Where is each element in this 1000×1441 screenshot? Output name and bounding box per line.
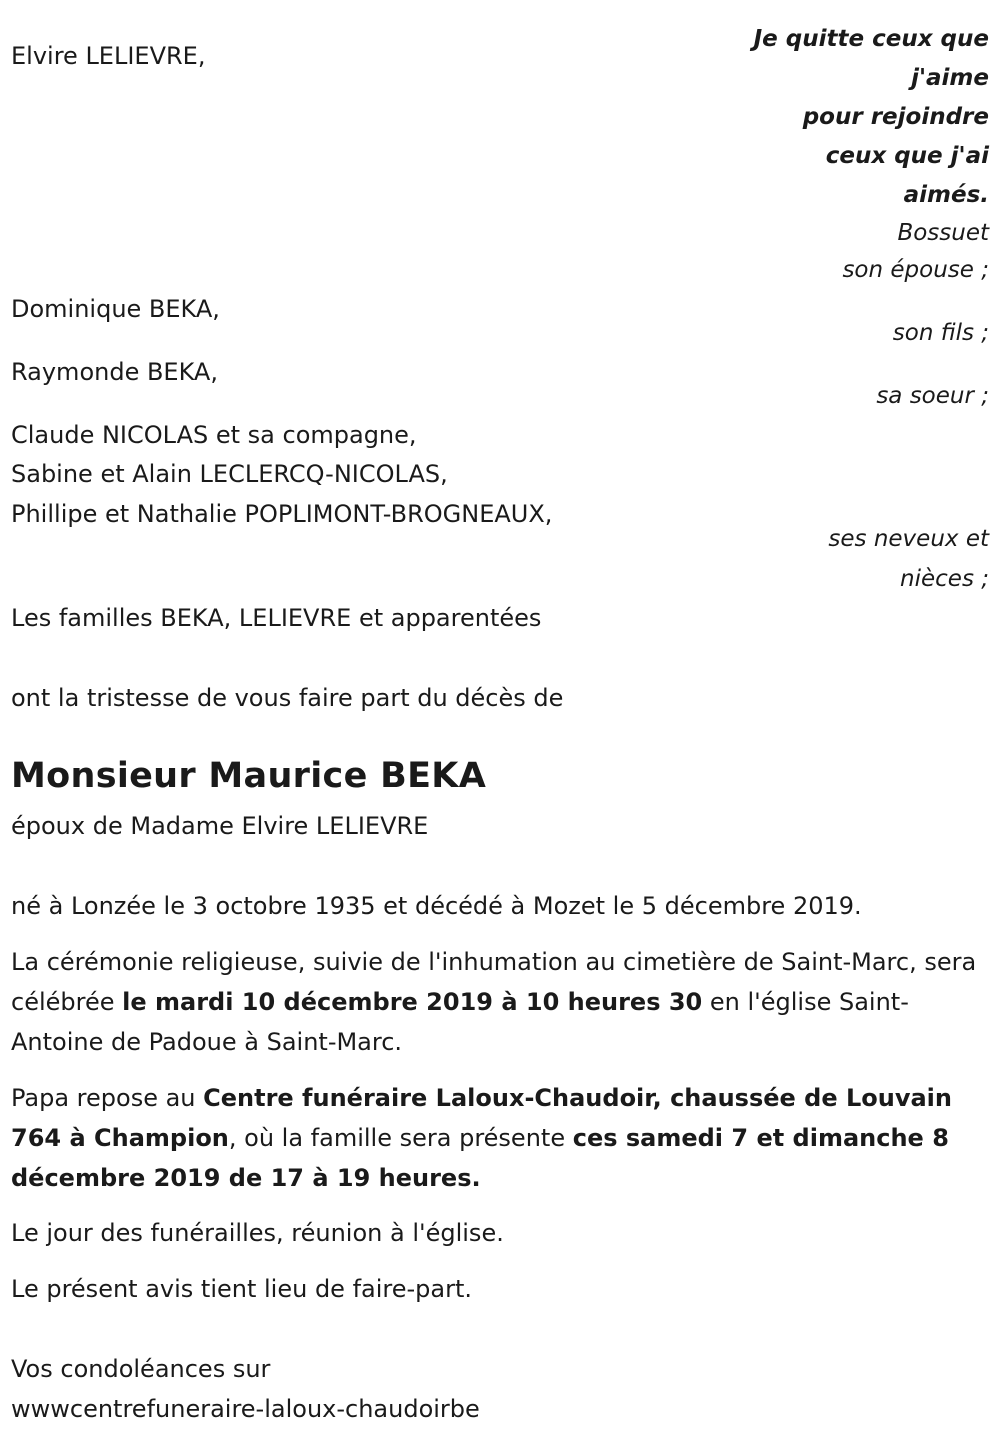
- family-name: Elvire LELIEVRE,: [11, 42, 206, 70]
- family-relation: nièces ;: [900, 566, 989, 592]
- family-name: Claude NICOLAS et sa compagne,: [11, 421, 417, 449]
- quote-author: Bossuet: [897, 220, 989, 246]
- quote-line: pour rejoindre: [802, 104, 989, 130]
- quote-line: Je quitte ceux que: [753, 26, 989, 52]
- announcement: ont la tristesse de vous faire part du décès de: [11, 684, 564, 712]
- family-name: Phillipe et Nathalie POPLIMONT-BROGNEAUX,: [11, 500, 553, 528]
- family-name: Les familles BEKA, LELIEVRE et apparentées: [11, 604, 542, 632]
- condolences-link[interactable]: wwwcentrefuneraire-laloux-chaudoirbe: [11, 1395, 480, 1423]
- deceased-spouse: époux de Madame Elvire LELIEVRE: [11, 812, 429, 840]
- funeral-day: Le jour des funérailles, réunion à l'église.: [11, 1219, 504, 1247]
- ceremony-post: en l'église Saint-Antoine de Padoue à Saint-Marc.: [11, 988, 909, 1056]
- quote-line: aimés.: [903, 182, 989, 208]
- condolences-label: Vos condoléances sur: [11, 1355, 271, 1383]
- family-name: Dominique BEKA,: [11, 295, 220, 323]
- quote-line: j'aime: [911, 65, 989, 91]
- repose-when: ces samedi 7 et dimanche 8 décembre 2019 de 17 à 19 heures.: [11, 1124, 949, 1192]
- ceremony-when: le mardi 10 décembre 2019 à 10 heures 30: [122, 988, 703, 1016]
- family-name: Raymonde BEKA,: [11, 358, 218, 386]
- quote-block: [754, 20, 989, 215]
- repose-paragraph: [11, 1078, 991, 1198]
- family-relation: ses neveux et: [828, 526, 989, 552]
- deceased-name: Monsieur Maurice BEKA: [11, 756, 487, 796]
- family-relation: son fils ;: [892, 320, 989, 346]
- birth-death: né à Lonzée le 3 octobre 1935 et décédé à Mozet le 5 décembre 2019.: [11, 892, 862, 920]
- repose-place: Centre funéraire Laloux-Chaudoir, chaussée de Louvain 764 à Champion: [11, 1084, 952, 1152]
- repose-pre: Papa repose au: [11, 1084, 204, 1112]
- notice: Le présent avis tient lieu de faire-part.: [11, 1275, 473, 1303]
- family-relation: son épouse ;: [842, 257, 989, 283]
- ceremony-pre: La cérémonie religieuse, suivie de l'inhumation au cimetière de Saint-Marc, sera célébrée: [11, 948, 977, 1016]
- family-relation: sa soeur ;: [876, 383, 989, 409]
- ceremony-paragraph: [11, 942, 991, 1062]
- quote-line: ceux que j'ai: [825, 143, 989, 169]
- repose-mid: , où la famille sera présente: [228, 1124, 573, 1152]
- family-name: Sabine et Alain LECLERCQ-NICOLAS,: [11, 460, 448, 488]
